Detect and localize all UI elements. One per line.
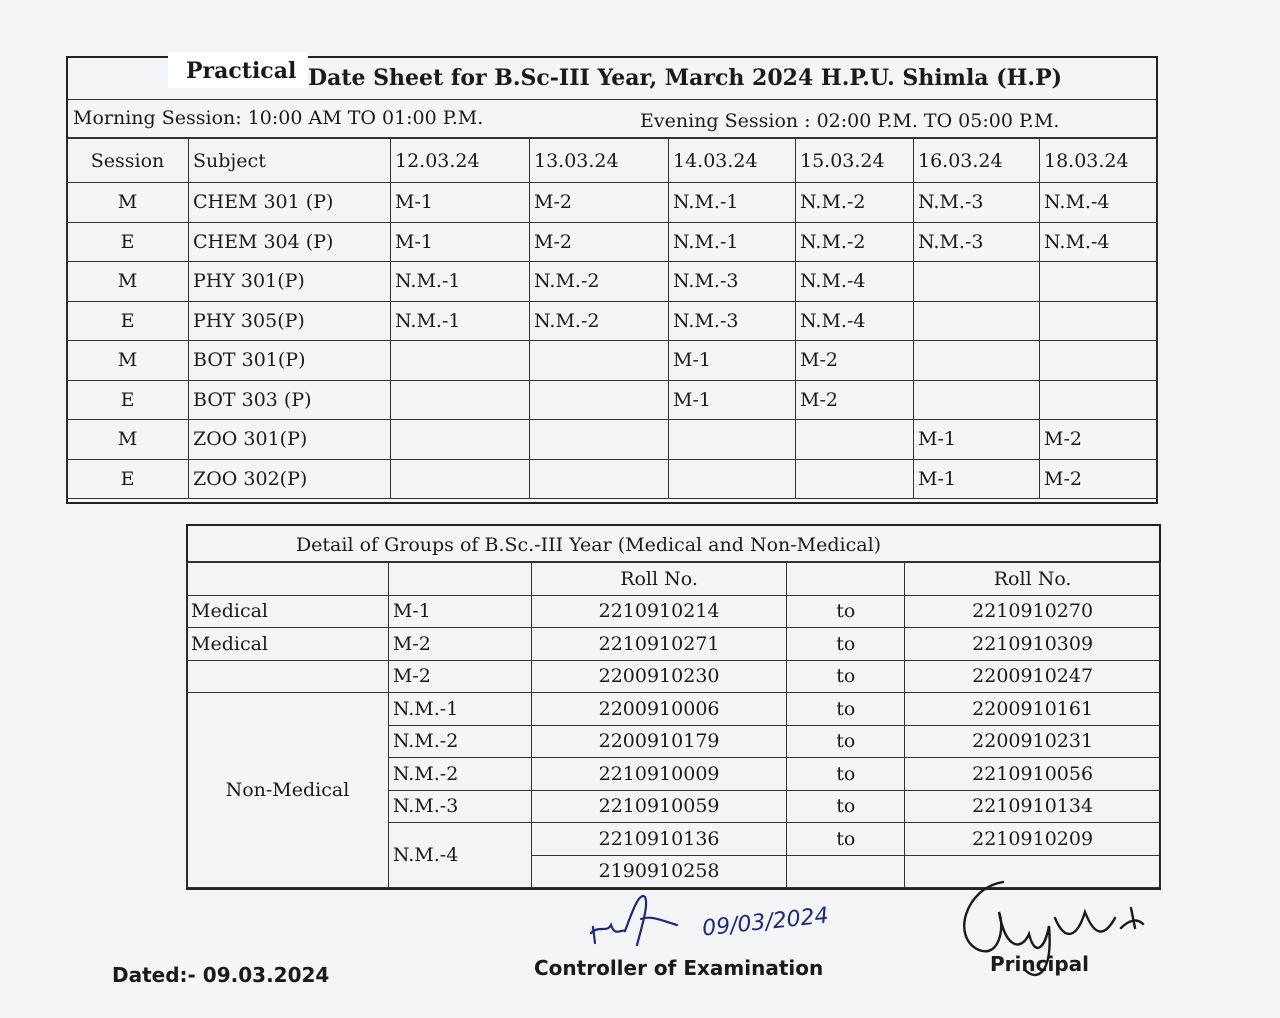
groups-table	[186, 562, 1161, 888]
group-cell: M-1	[391, 183, 530, 223]
header-cell: Subject	[189, 139, 391, 183]
group-cell: N.M.-4	[1040, 222, 1158, 262]
group-cell	[1040, 380, 1158, 420]
subject-cell: CHEM 301 (P)	[189, 183, 391, 223]
group-code: M-2	[388, 660, 531, 693]
group-cell	[914, 380, 1040, 420]
table-row	[67, 222, 1158, 262]
roll-end: 2210910056	[905, 758, 1161, 791]
header-cell: 15.03.24	[796, 139, 914, 183]
group-cell: N.M.-2	[796, 183, 914, 223]
group-code: N.M.-3	[388, 790, 531, 823]
group-code: N.M.-1	[388, 693, 531, 726]
header-cell: 14.03.24	[669, 139, 796, 183]
evening-session: Evening Session : 02:00 P.M. TO 05:00 P.M.	[640, 110, 1060, 132]
header-cell: Session	[67, 139, 189, 183]
session-cell: E	[67, 459, 189, 499]
subject-cell: ZOO 302(P)	[189, 459, 391, 499]
session-cell: M	[67, 341, 189, 381]
header-cell: 18.03.24	[1040, 139, 1158, 183]
controller-sign-date: 09/03/2024	[701, 903, 830, 942]
table-row	[67, 420, 1158, 460]
dated-label: Dated:- 09.03.2024	[112, 963, 330, 987]
group-cell: N.M.-4	[796, 301, 914, 341]
controller-signature-icon	[585, 885, 705, 955]
group-cell	[669, 420, 796, 460]
group-cell	[1040, 341, 1158, 381]
group-code: N.M.-4	[388, 823, 531, 888]
roll-end: 2200910247	[905, 660, 1161, 693]
table-row	[187, 660, 1161, 693]
group-cell: N.M.-2	[530, 301, 669, 341]
group-cell	[914, 341, 1040, 381]
roll-from: 2210910214	[531, 595, 787, 628]
group-cell: N.M.-3	[914, 183, 1040, 223]
group-cell: M-2	[796, 380, 914, 420]
group-cell: N.M.-1	[669, 222, 796, 262]
group-cell: M-1	[914, 420, 1040, 460]
session-times-row	[68, 100, 1156, 138]
group-code: M-1	[388, 595, 531, 628]
header-cell: 13.03.24	[530, 139, 669, 183]
group-cell	[914, 301, 1040, 341]
session-cell: E	[67, 380, 189, 420]
table-row	[67, 183, 1158, 223]
category-cell: Medical	[187, 595, 389, 628]
roll-from: 2200910230	[531, 660, 787, 693]
group-cell	[669, 459, 796, 499]
roll-end: 2210910309	[905, 628, 1161, 661]
group-cell	[914, 262, 1040, 302]
roll-to-label: to	[787, 660, 905, 693]
subject-cell: CHEM 304 (P)	[189, 222, 391, 262]
group-cell: N.M.-3	[669, 301, 796, 341]
title-row	[68, 58, 1156, 100]
group-cell	[391, 341, 530, 381]
group-cell	[391, 459, 530, 499]
group-cell: M-1	[669, 341, 796, 381]
subject-cell: BOT 301(P)	[189, 341, 391, 381]
table-row	[187, 628, 1161, 661]
groups-title: Detail of Groups of B.Sc.-III Year (Medical and Non-Medical)	[188, 526, 1159, 562]
table-row	[67, 341, 1158, 381]
roll-to-label: to	[787, 725, 905, 758]
session-cell: M	[67, 420, 189, 460]
roll-from: 2200910179	[531, 725, 787, 758]
group-cell	[530, 380, 669, 420]
practical-label: Practical	[168, 52, 308, 88]
datesheet-header-row	[67, 139, 1158, 183]
group-cell: N.M.-2	[530, 262, 669, 302]
subject-cell: PHY 305(P)	[189, 301, 391, 341]
roll-from: 2210910271	[531, 628, 787, 661]
category-cell: Medical	[187, 628, 389, 661]
date-sheet	[66, 56, 1158, 504]
roll-end: 2210910209	[905, 823, 1161, 856]
groups-header-row	[187, 563, 1161, 596]
roll-to-label: to	[787, 758, 905, 791]
roll-from: 2210910059	[531, 790, 787, 823]
group-cell	[1040, 262, 1158, 302]
roll-from: 2190910258	[531, 855, 787, 888]
group-cell	[1040, 301, 1158, 341]
groups-detail	[186, 524, 1161, 890]
group-cell	[530, 341, 669, 381]
roll-end: 2210910270	[905, 595, 1161, 628]
table-row	[67, 380, 1158, 420]
group-cell: N.M.-1	[391, 262, 530, 302]
group-cell: M-1	[391, 222, 530, 262]
group-cell: M-2	[530, 222, 669, 262]
group-cell: N.M.-3	[669, 262, 796, 302]
roll-to-label: to	[787, 693, 905, 726]
group-cell	[530, 420, 669, 460]
header-cell: 12.03.24	[391, 139, 530, 183]
subject-cell: BOT 303 (P)	[189, 380, 391, 420]
subject-cell: PHY 301(P)	[189, 262, 391, 302]
table-row	[67, 301, 1158, 341]
roll-to-label: to	[787, 823, 905, 856]
group-cell: M-2	[1040, 459, 1158, 499]
datesheet-table	[66, 138, 1158, 499]
group-cell: M-2	[530, 183, 669, 223]
roll-from: 2210910136	[531, 823, 787, 856]
group-cell	[796, 420, 914, 460]
header-cell: 16.03.24	[914, 139, 1040, 183]
roll-no-header-end: Roll No.	[905, 563, 1161, 596]
group-cell: N.M.-1	[391, 301, 530, 341]
table-row	[67, 459, 1158, 499]
session-cell: E	[67, 301, 189, 341]
group-cell: N.M.-1	[669, 183, 796, 223]
roll-from: 2210910009	[531, 758, 787, 791]
group-cell	[796, 459, 914, 499]
controller-label: Controller of Examination	[534, 956, 824, 980]
subject-cell: ZOO 301(P)	[189, 420, 391, 460]
group-cell	[391, 380, 530, 420]
group-cell: N.M.-2	[796, 222, 914, 262]
roll-no-header: Roll No.	[531, 563, 787, 596]
table-row	[187, 595, 1161, 628]
group-cell: M-1	[914, 459, 1040, 499]
morning-session: Morning Session: 10:00 AM TO 01:00 P.M.	[73, 107, 484, 129]
roll-end: 2210910134	[905, 790, 1161, 823]
roll-end: 2200910161	[905, 693, 1161, 726]
group-cell	[530, 459, 669, 499]
group-cell: N.M.-3	[914, 222, 1040, 262]
group-cell: M-2	[796, 341, 914, 381]
session-cell: M	[67, 183, 189, 223]
group-cell: N.M.-4	[1040, 183, 1158, 223]
group-code: N.M.-2	[388, 758, 531, 791]
table-row	[67, 262, 1158, 302]
group-cell: N.M.-4	[796, 262, 914, 302]
roll-end: 2200910231	[905, 725, 1161, 758]
principal-label: Principal	[990, 952, 1089, 976]
group-cell: M-2	[1040, 420, 1158, 460]
roll-to-label: to	[787, 790, 905, 823]
session-cell: E	[67, 222, 189, 262]
page-title: Date Sheet for B.Sc-III Year, March 2024 H.P.U. Shimla (H.P)	[308, 65, 1063, 91]
group-code: N.M.-2	[388, 725, 531, 758]
group-cell: M-1	[669, 380, 796, 420]
group-code: M-2	[388, 628, 531, 661]
roll-to-label: to	[787, 595, 905, 628]
group-cell	[391, 420, 530, 460]
session-cell: M	[67, 262, 189, 302]
roll-from: 2200910006	[531, 693, 787, 726]
category-cell: Non-Medical	[187, 693, 389, 888]
roll-to-label: to	[787, 628, 905, 661]
table-row	[187, 693, 1161, 726]
